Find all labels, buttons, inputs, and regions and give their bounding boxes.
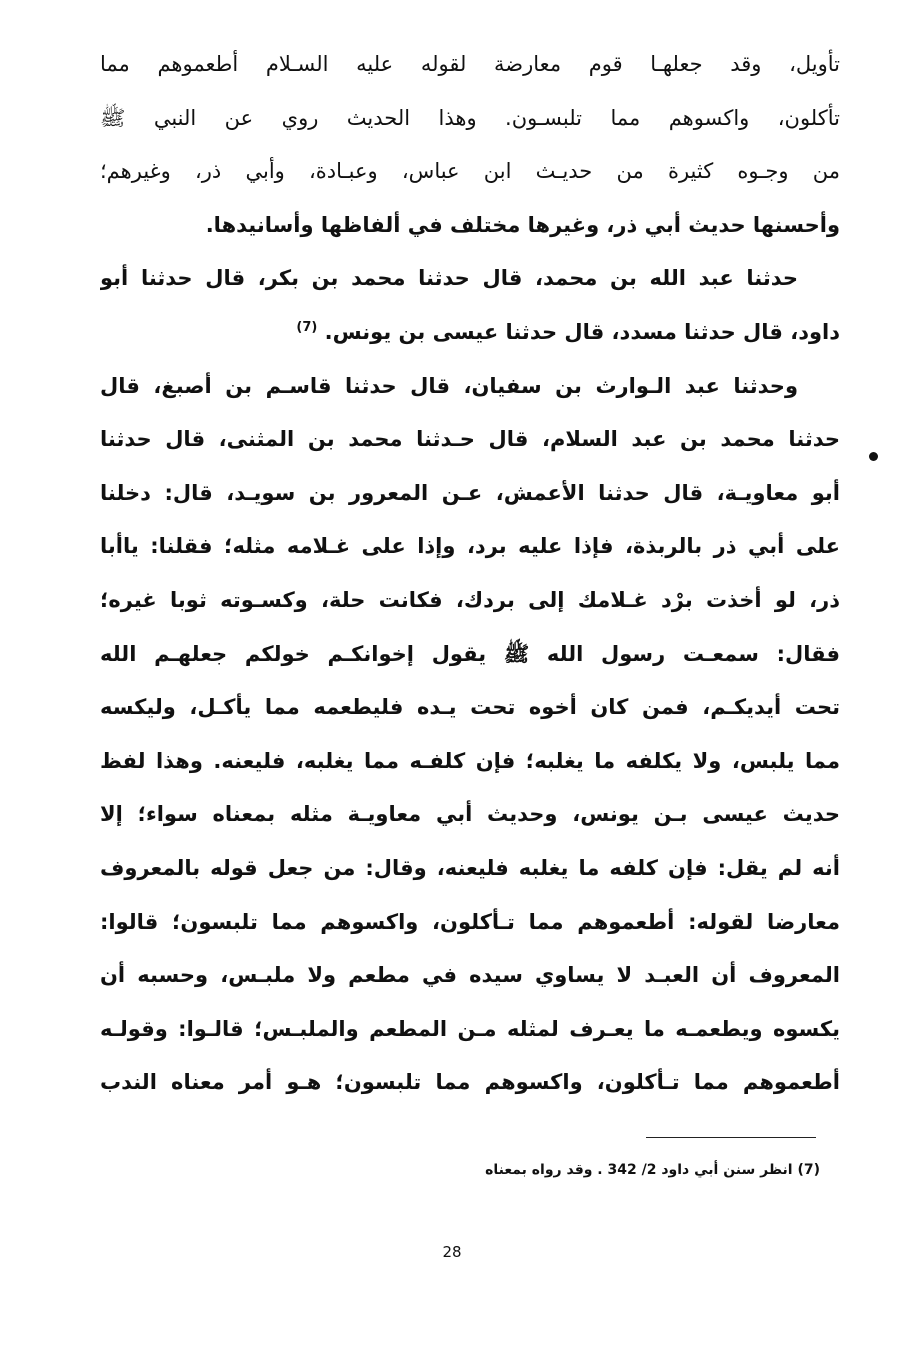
- text-line: تأكلون، واكسوهم مما تلبسـون. وهذا الحديث روي عن النبي ﷺ: [100, 105, 840, 130]
- text-line: أنه لم يقل: فإن كلفه ما يغلبه فليعنه، وقال: من جعل قوله بالمعروف: [100, 855, 840, 880]
- footnote: (7) انظر سنن أبي داود 2/ 342 . وقد رواه بمعناه: [485, 1162, 820, 1178]
- text-line: حديث عيسى بـن يونس، وحديث أبي معاويـة مثله بمعناه سواء؛ إلا: [100, 802, 840, 827]
- text-line: فقال: سمعـت رسول الله ﷺ يقول إخوانكـم خولكم جعلهـم الله: [100, 641, 840, 666]
- text-line: معارضا لقوله: أطعموهم مما تـأكلون، واكسوهم مما تلبسون؛ قالوا:: [100, 909, 840, 934]
- page-number: 28: [442, 1243, 462, 1261]
- text-line: على أبي ذر بالربذة، فإذا عليه برد، وإذا على غـلامه مثله؛ فقلنا: ياأبا: [100, 534, 840, 559]
- text-line: تأويل، وقد جعلهـا قوم معارضة لقوله عليه السـلام أطعموهم مما: [100, 52, 840, 76]
- text-line: مما يلبس، ولا يكلفه ما يغلبه؛ فإن كلفـه مما يغلبه، فليعنه. وهذا لفظ: [100, 748, 840, 773]
- text-line: ذر، لو أخذت برْد غـلامك إلى بردك، فكانت حلة، وكسـوته ثوبا غيره؛: [100, 587, 840, 612]
- footnote-reference: (7): [296, 319, 318, 335]
- text-line: أبو معاويـة، قال حدثنا الأعمش، عـن المعرور بن سويـد، قال: دخلنا: [100, 480, 840, 505]
- main-text: [100, 38, 840, 1110]
- text-line: من وجـوه كثيرة من حديـث ابن عباس، وعبـادة، وأبي ذر، وغيرهم؛: [100, 159, 840, 184]
- text-line: أطعموهم مما تـأكلون، واكسوهم مما تلبسون؛ هـو أمر معناه الندب: [100, 1070, 840, 1095]
- footnote-divider: [646, 1137, 816, 1138]
- text-line: يكسوه ويطعمـه ما يعـرف لمثله مـن المطعم والملبـس؛ قالـوا: وقولـه: [100, 1016, 840, 1041]
- text-line-content: داود، قال حدثنا مسدد، قال حدثنا عيسى بن يونس.: [324, 319, 840, 344]
- text-line-with-footnote: [100, 306, 840, 360]
- text-line: تحت أيديكـم، فمن كان أخوه تحت يـده فليطعمه مما يأكـل، وليكسه: [100, 695, 840, 720]
- text-line: وأحسنها حديث أبي ذر، وغيرها مختلف في ألفاظها وأسانيدها.: [205, 212, 840, 237]
- scan-dot-mark: [869, 452, 878, 461]
- text-line: وحدثنا عبد الـوارث بن سفيان، قال حدثنا قاسـم بن أصبغ، قال: [100, 373, 798, 398]
- text-line: حدثنا عبد الله بن محمد، قال حدثنا محمد بن بكر، قال حدثنا أبو: [100, 266, 798, 291]
- text-line: حدثنا محمد بن عبد السلام، قال حـدثنا محمد بن المثنى، قال حدثنا: [100, 427, 840, 452]
- text-line: المعروف أن العبـد لا يساوي سيده في مطعم ولا ملبـس، وحسبه أن: [100, 963, 840, 988]
